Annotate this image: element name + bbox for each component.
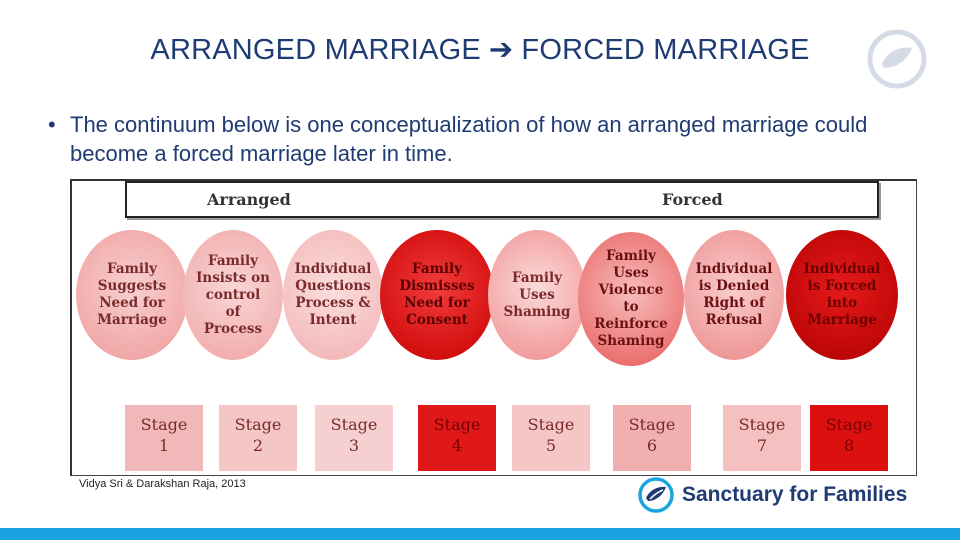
logo-watermark-icon — [866, 28, 928, 90]
continuum-scale-bar — [125, 181, 879, 218]
stage-box — [315, 405, 393, 471]
arranged-label: Arranged — [207, 190, 291, 209]
stage-number: 4 — [451, 436, 463, 455]
source-caption: Vidya Sri & Darakshan Raja, 2013 — [79, 478, 246, 490]
right-arrow-icon: ➔ — [488, 34, 514, 66]
stage-number: 2 — [252, 436, 264, 455]
step-text-line: Intent — [309, 312, 357, 328]
step-text-line: of — [225, 303, 241, 320]
step-circle — [684, 230, 784, 360]
stage-box — [810, 405, 888, 471]
stage-number: 5 — [545, 436, 557, 455]
stage-label: Stage — [433, 415, 481, 434]
step-text-line: Individual — [695, 261, 773, 277]
step-text — [594, 248, 668, 350]
stage-box — [512, 405, 590, 471]
stage-box — [418, 405, 496, 471]
stage-label: Stage — [140, 415, 188, 434]
step-circle — [578, 232, 684, 366]
leaf-circle-icon — [638, 477, 674, 513]
step-text-line: Consent — [406, 312, 468, 328]
step-circle — [183, 230, 283, 360]
stage-box — [613, 405, 691, 471]
step-text-line: Individual — [294, 261, 372, 277]
step-text-line: Process — [203, 320, 263, 337]
stage-box — [125, 405, 203, 471]
step-text-line: is Forced — [807, 278, 877, 294]
step-text-line: Questions — [295, 278, 371, 294]
step-text-line: Individual — [803, 261, 881, 277]
step-circle — [786, 230, 898, 360]
step-text — [196, 253, 270, 338]
bullet-marker: • — [48, 112, 56, 137]
step-text — [504, 270, 571, 321]
step-circle — [76, 230, 188, 360]
step-circle — [283, 230, 383, 360]
step-text-line: Need for — [99, 295, 165, 311]
stage-label: Stage — [738, 415, 786, 434]
step-text-line: Family — [412, 261, 462, 277]
step-circle — [380, 230, 494, 360]
stage-number: 6 — [646, 436, 658, 455]
step-text-line: Suggests — [97, 278, 167, 294]
forced-label: Forced — [662, 190, 723, 209]
footer-accent-bar — [0, 528, 960, 540]
stage-number: 7 — [756, 436, 768, 455]
step-text-line: Family — [606, 248, 656, 264]
step-text-line: Marriage — [97, 312, 167, 328]
stage-number: 8 — [843, 436, 855, 455]
step-text-line: Shaming — [503, 303, 571, 320]
step-text-line: Right of — [703, 295, 765, 311]
step-text-line: Dismisses — [399, 278, 475, 294]
step-text-line: Family — [512, 269, 562, 286]
step-text-line: Insists on — [196, 269, 270, 286]
bullet-point — [48, 110, 868, 168]
step-text-line: Reinforce — [594, 316, 668, 332]
step-text-line: Violence — [598, 282, 664, 298]
stage-label: Stage — [527, 415, 575, 434]
title-forced: FORCED MARRIAGE — [521, 34, 810, 66]
sanctuary-logo — [638, 477, 907, 513]
stage-label: Stage — [825, 415, 873, 434]
step-text-line: Refusal — [705, 312, 763, 328]
stage-number: 1 — [158, 436, 170, 455]
step-text-line: Uses — [613, 265, 649, 281]
step-circle — [488, 230, 586, 360]
step-text-line: Need for — [404, 295, 470, 311]
step-text — [804, 261, 881, 329]
stage-box — [219, 405, 297, 471]
stage-label: Stage — [234, 415, 282, 434]
step-text-line: Process & — [295, 295, 371, 311]
step-text — [696, 261, 773, 329]
stage-label: Stage — [628, 415, 676, 434]
bullet-text: The continuum below is one conceptualization of how an arranged marriage could become a forced marriage later in time. — [70, 112, 868, 166]
step-text-line: Uses — [519, 286, 555, 303]
step-text-line: Marriage — [807, 312, 877, 328]
stage-label: Stage — [330, 415, 378, 434]
step-text-line: to — [623, 299, 639, 315]
title-arranged: ARRANGED MARRIAGE — [150, 34, 481, 66]
stage-number: 3 — [348, 436, 360, 455]
step-text-line: Shaming — [597, 333, 665, 349]
slide-title — [0, 32, 960, 67]
step-text — [399, 261, 474, 329]
step-text-line: Family — [208, 252, 258, 269]
step-text — [97, 261, 167, 329]
step-text-line: control — [205, 286, 261, 303]
step-text-line: into — [826, 295, 858, 311]
logo-name: Sanctuary for Families — [682, 483, 908, 506]
step-text — [295, 261, 372, 329]
step-text-line: is Denied — [698, 278, 770, 294]
step-text-line: Family — [107, 261, 157, 277]
stage-box — [723, 405, 801, 471]
